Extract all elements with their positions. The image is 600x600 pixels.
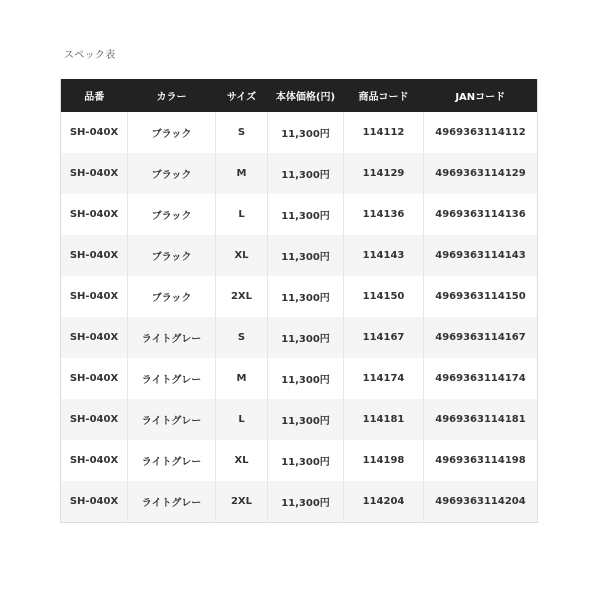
cell-size: M [216, 153, 268, 194]
cell-size: 2XL [216, 481, 268, 523]
cell-size: XL [216, 440, 268, 481]
cell-product-code: 114167 [344, 317, 424, 358]
cell-size: S [216, 112, 268, 153]
cell-price: 11,300円 [268, 399, 344, 440]
cell-size: S [216, 317, 268, 358]
header-row [61, 79, 538, 112]
cell-part-number: SH-040X [61, 194, 128, 235]
cell-color: ライトグレー [128, 317, 216, 358]
header-jan-code: JANコード [424, 79, 538, 112]
cell-product-code: 114204 [344, 481, 424, 523]
cell-part-number: SH-040X [61, 317, 128, 358]
cell-jan-code: 4969363114136 [424, 194, 538, 235]
cell-part-number: SH-040X [61, 440, 128, 481]
cell-color: ライトグレー [128, 481, 216, 523]
cell-jan-code: 4969363114129 [424, 153, 538, 194]
cell-part-number: SH-040X [61, 276, 128, 317]
cell-jan-code: 4969363114204 [424, 481, 538, 523]
cell-jan-code: 4969363114150 [424, 276, 538, 317]
cell-size: L [216, 399, 268, 440]
header-price: 本体価格(円) [268, 79, 344, 112]
cell-part-number: SH-040X [61, 112, 128, 153]
cell-size: M [216, 358, 268, 399]
cell-jan-code: 4969363114112 [424, 112, 538, 153]
table-row [61, 112, 538, 153]
table-row [61, 481, 538, 523]
cell-size: 2XL [216, 276, 268, 317]
table-row [61, 440, 538, 481]
cell-price: 11,300円 [268, 235, 344, 276]
cell-product-code: 114150 [344, 276, 424, 317]
cell-part-number: SH-040X [61, 235, 128, 276]
cell-jan-code: 4969363114198 [424, 440, 538, 481]
cell-color: ブラック [128, 194, 216, 235]
table-row [61, 358, 538, 399]
cell-price: 11,300円 [268, 358, 344, 399]
spec-table [60, 79, 538, 523]
cell-product-code: 114174 [344, 358, 424, 399]
cell-part-number: SH-040X [61, 358, 128, 399]
cell-price: 11,300円 [268, 481, 344, 523]
table-row [61, 235, 538, 276]
cell-color: ブラック [128, 153, 216, 194]
table-row [61, 194, 538, 235]
cell-part-number: SH-040X [61, 481, 128, 523]
table-row [61, 276, 538, 317]
cell-product-code: 114129 [344, 153, 424, 194]
cell-price: 11,300円 [268, 317, 344, 358]
spec-table-body [61, 112, 538, 523]
cell-product-code: 114143 [344, 235, 424, 276]
spec-table-header [61, 79, 538, 112]
cell-part-number: SH-040X [61, 399, 128, 440]
cell-price: 11,300円 [268, 153, 344, 194]
cell-color: ライトグレー [128, 399, 216, 440]
cell-product-code: 114112 [344, 112, 424, 153]
cell-price: 11,300円 [268, 194, 344, 235]
cell-color: ブラック [128, 235, 216, 276]
cell-color: ブラック [128, 276, 216, 317]
cell-price: 11,300円 [268, 440, 344, 481]
cell-product-code: 114136 [344, 194, 424, 235]
cell-jan-code: 4969363114174 [424, 358, 538, 399]
table-row [61, 153, 538, 194]
cell-product-code: 114181 [344, 399, 424, 440]
cell-size: L [216, 194, 268, 235]
cell-product-code: 114198 [344, 440, 424, 481]
cell-price: 11,300円 [268, 112, 344, 153]
cell-price: 11,300円 [268, 276, 344, 317]
cell-part-number: SH-040X [61, 153, 128, 194]
cell-color: ライトグレー [128, 358, 216, 399]
spec-table-caption: スペック表 [64, 50, 116, 61]
cell-color: ライトグレー [128, 440, 216, 481]
table-row [61, 317, 538, 358]
header-product-code: 商品コード [344, 79, 424, 112]
cell-size: XL [216, 235, 268, 276]
cell-jan-code: 4969363114143 [424, 235, 538, 276]
cell-jan-code: 4969363114167 [424, 317, 538, 358]
cell-jan-code: 4969363114181 [424, 399, 538, 440]
cell-color: ブラック [128, 112, 216, 153]
header-color: カラー [128, 79, 216, 112]
header-part-number: 品番 [61, 79, 128, 112]
table-row [61, 399, 538, 440]
header-size: サイズ [216, 79, 268, 112]
